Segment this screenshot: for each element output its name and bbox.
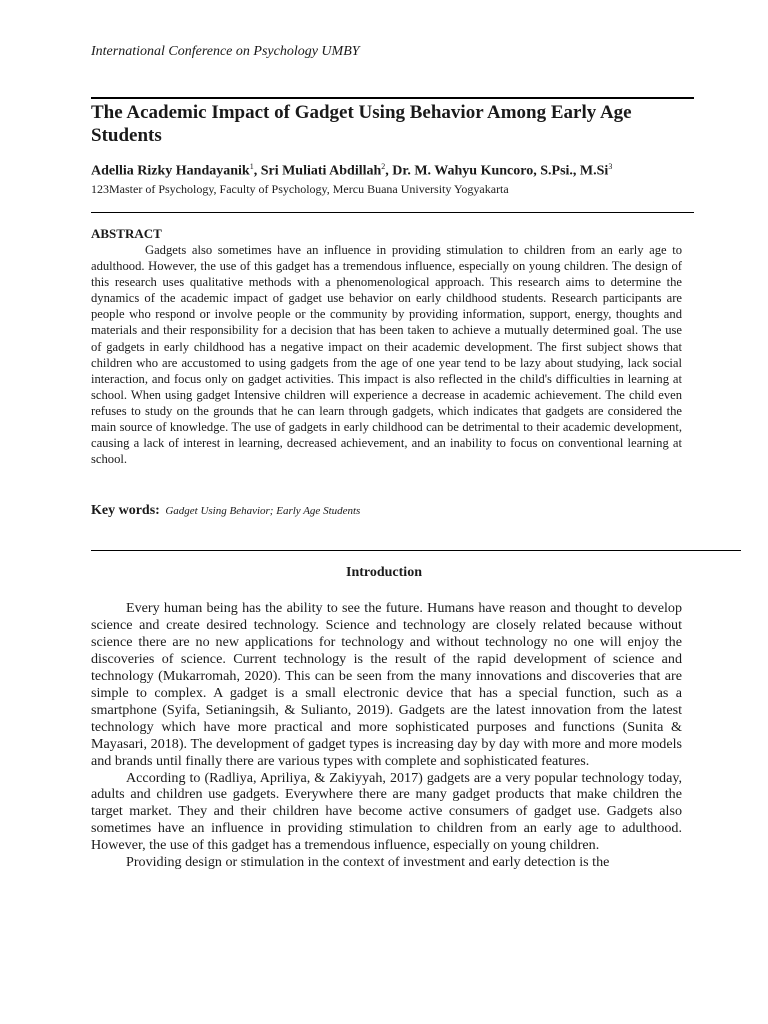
header-divider <box>91 97 694 99</box>
author-name: Adellia Rizky Handayanik <box>91 163 250 179</box>
abstract-text: Gadgets also sometimes have an influence in providing stimulation to children from an early age to adulthood. However, the use of this gadget has a tremendous influence, especially on young children. The design of this research uses qualitative methods with a phenomenological approach. This research aims to determine the dynamics of the academic impact of gadget use behavior on early childhood students. Research participants are people who respond or involve people or the community by providing information, support, energy, thoughts and materials and their responsibility for a decision that has been taken to achieve a mutually determined goal. The use of gadgets in early childhood has a negative impact on their academic development. The first subject shows that children who are accustomed to using gadgets from the age of one year tend to be lazy about studying, lack social interaction, and focus only on gadget activities. This impact is also reflected in the child's difficulties in learning at school. When using gadget Intensive children will experience a decrease in academic achievement. The child even refuses to study on the grounds that he can learn through gadgets, which indicates that gadgets are considered the main source of knowledge. The use of gadgets in early childhood can be detrimental to their academic development, causing a lack of interest in learning, decreased achievement, and an inability to focus on conventional learning at school. <box>91 243 682 467</box>
author-affiliation-mark: 3 <box>608 162 613 171</box>
author-affiliation-mark: 2 <box>381 162 386 171</box>
author-affiliation: 123Master of Psychology, Faculty of Psychology, Mercu Buana University Yogyakarta <box>91 182 509 196</box>
introduction-paragraph: Providing design or stimulation in the context of investment and early detection is the <box>126 854 610 871</box>
author-name: Sri Muliati Abdillah <box>260 163 382 179</box>
abstract-divider <box>91 212 694 213</box>
conference-header: International Conference on Psychology UMBY <box>91 44 360 59</box>
author-list <box>91 162 612 180</box>
paper-title: The Academic Impact of Gadget Using Behavior Among Early Age Students <box>91 102 632 146</box>
introduction-heading: Introduction <box>346 565 422 580</box>
author-separator: , <box>385 163 393 179</box>
author-name: Dr. M. Wahyu Kuncoro, S.Psi., M.Si <box>392 163 609 179</box>
keywords-label: Key words: <box>91 503 160 518</box>
introduction-body <box>91 600 682 871</box>
keywords <box>91 503 360 519</box>
keywords-text: Gadget Using Behavior; Early Age Students <box>165 505 361 517</box>
introduction-paragraph: According to (Radliya, Apriliya, & Zakiyyah, 2017) gadgets are a very popular technology today, adults and children use gadgets. Everywhere there are many gadget products that make children the target market. They and their children have become active consumers of gadget use. Gadgets also sometimes have an influence in providing stimulation to children from an early age to adulthood. However, the use of this gadget has a tremendous influence, especially on young children. <box>91 769 682 854</box>
introduction-paragraph: Every human being has the ability to see the future. Humans have reason and thought to develop science and create desired technology. Science and technology are closely related because without science there are no new applications for technology and without technology no one will enjoy the discoveries of science. Current technology is the result of the rapid development of science and technology (Mukarromah, 2020). This can be seen from the many innovations and discoveries that are simple to complex. A gadget is a small electronic device that has a special function, such as a smartphone (Syifa, Setianingsih, & Sulianto, 2019). Gadgets are the latest innovation from the latest technology which have more practical and more sophisticated purposes and functions (Sunita & Mayasari, 2018). The development of gadget types is increasing day by day with more and more models and brands until finally there are various types with complete and sophisticated features. <box>91 600 682 769</box>
author-affiliation-mark: 1 <box>249 162 254 171</box>
abstract-heading: ABSTRACT <box>91 226 162 241</box>
section-divider <box>91 550 741 551</box>
author-separator: , <box>253 163 261 179</box>
